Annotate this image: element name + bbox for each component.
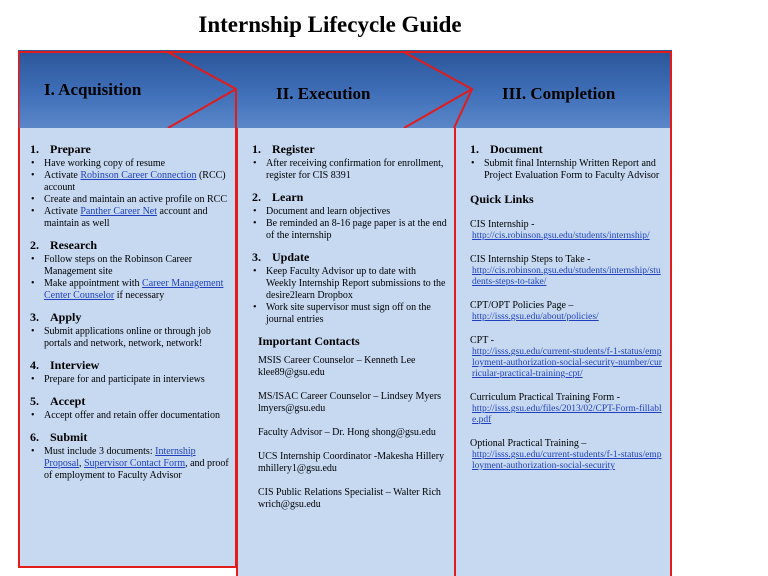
quick-link-item: Curriculum Practical Training Form - http://isss.gsu.edu/files/2013/02/CPT-Form-fillable.pdf: [470, 392, 662, 425]
submit-heading: 6. Submit: [30, 430, 88, 444]
list-item: • Have working copy of resume: [30, 158, 229, 170]
list-item: • Activate Robinson Career Connection (RCC) account: [30, 170, 229, 194]
cpt-opt-policies-link[interactable]: http://isss.gsu.edu/about/policies/: [472, 312, 599, 322]
quick-link-item: CIS Internship Steps to Take - http://cis.robinson.gsu.edu/students/internship/students-steps-to-take/: [470, 254, 661, 287]
contact-item: Faculty Advisor – Dr. Hong shong@gsu.edu: [258, 427, 436, 438]
list-item: • Submit applications online or through job portals and network, network, network!: [30, 326, 229, 350]
interview-heading: 4. Interview: [30, 358, 100, 372]
phase-acquisition: I. Acquisition: [44, 80, 142, 99]
accept-section: [30, 394, 229, 422]
apply-heading: 3. Apply: [30, 310, 82, 324]
learn-section: [252, 190, 448, 242]
steps-to-take-link[interactable]: http://cis.robinson.gsu.edu/students/internship/students-steps-to-take/: [472, 266, 661, 287]
completion-column: [454, 128, 672, 576]
list-item: • Document and learn objectives: [252, 206, 448, 218]
list-item: • Activate Panther Career Net account and maintain as well: [30, 206, 229, 230]
page-title: Internship Lifecycle Guide: [198, 12, 462, 37]
list-item: • After receiving confirmation for enrollment, register for CIS 8391: [252, 158, 448, 182]
internship-proposal-link[interactable]: Internship Proposal: [44, 446, 196, 469]
research-section: [30, 238, 229, 302]
prepare-heading: 1. Prepare: [30, 142, 91, 156]
panther-career-net-link[interactable]: Panther Career Net: [80, 206, 158, 217]
contact-item: MS/ISAC Career Counselor – Lindsey Myers lmyers@gsu.edu: [258, 391, 442, 414]
career-management-center-counselor-link[interactable]: Career Management Center Counselor: [44, 278, 224, 301]
accept-heading: 5. Accept: [30, 394, 86, 408]
list-item: • Accept offer and retain offer documentation: [30, 410, 229, 422]
opt-link[interactable]: http://isss.gsu.edu/current-students/f-1-status/employment-authorization-social-security: [472, 450, 662, 471]
quick-link-item: CPT - http://isss.gsu.edu/current-students/f-1-status/employment-authorization-social-security-number/curricular-practical-training-cpt/: [470, 335, 662, 379]
apply-section: [30, 310, 229, 350]
quick-link-item: CIS Internship - http://cis.robinson.gsu.edu/students/internship/: [470, 219, 650, 241]
list-item: • Keep Faculty Advisor up to date with Weekly Internship Report submissions to the desire2learn Dropbox: [252, 266, 448, 302]
learn-heading: 2. Learn: [252, 190, 304, 204]
phase-execution: II. Execution: [276, 84, 371, 103]
register-heading: 1. Register: [252, 142, 315, 156]
list-item: • Submit final Internship Written Report and Project Evaluation Form to Faculty Advisor: [470, 158, 662, 182]
list-item: • Prepare for and participate in interviews: [30, 374, 229, 386]
phase-completion: III. Completion: [502, 84, 616, 103]
document-section: [470, 142, 662, 182]
robinson-career-connection-link[interactable]: Robinson Career Connection: [80, 170, 197, 181]
quick-link-item: Optional Practical Training – http://isss.gsu.edu/current-students/f-1-status/employment-authorization-social-security: [470, 438, 662, 471]
document-heading: 1. Document: [470, 142, 543, 156]
cpt-link[interactable]: http://isss.gsu.edu/current-students/f-1-status/employment-authorization-social-security-number/curricular-practical-training-cpt/: [472, 347, 662, 379]
list-item: • Follow steps on the Robinson Career Management site: [30, 254, 229, 278]
execution-column: [236, 128, 454, 576]
update-heading: 3. Update: [252, 250, 310, 264]
contact-item: UCS Internship Coordinator -Makesha Hillery mhillery1@gsu.edu: [258, 451, 445, 474]
phase-banner: [18, 50, 672, 128]
submit-section: [30, 430, 229, 482]
register-section: [252, 142, 448, 182]
list-item: • Make appointment with Career Management Center Counselor if necessary: [30, 278, 229, 302]
list-item: • Be reminded an 8-16 page paper is at the end of the internship: [252, 218, 448, 242]
cis-internship-link[interactable]: http://cis.robinson.gsu.edu/students/internship/: [472, 231, 650, 241]
update-section: [252, 250, 448, 326]
acquisition-column: [18, 128, 237, 568]
list-item: • Create and maintain an active profile on RCC: [30, 194, 229, 206]
quick-link-item: CPT/OPT Policies Page – http://isss.gsu.edu/about/policies/: [470, 300, 599, 322]
important-contacts-heading: Important Contacts: [258, 334, 360, 348]
cpt-form-link[interactable]: http://isss.gsu.edu/files/2013/02/CPT-Form-fillable.pdf: [472, 404, 662, 425]
contact-item: MSIS Career Counselor – Kenneth Lee klee89@gsu.edu: [258, 355, 416, 378]
contact-item: CIS Public Relations Specialist – Walter Rich wrich@gsu.edu: [258, 487, 441, 510]
list-item: • Must include 3 documents: Internship Proposal, Supervisor Contact Form, and proof of employment to Faculty Advisor: [30, 446, 229, 482]
prepare-section: [30, 142, 229, 230]
supervisor-contact-form-link[interactable]: Supervisor Contact Form: [84, 458, 186, 469]
research-heading: 2. Research: [30, 238, 98, 252]
quick-links-heading: Quick Links: [470, 192, 534, 206]
interview-section: [30, 358, 229, 386]
list-item: • Work site supervisor must sign off on the journal entries: [252, 302, 448, 326]
